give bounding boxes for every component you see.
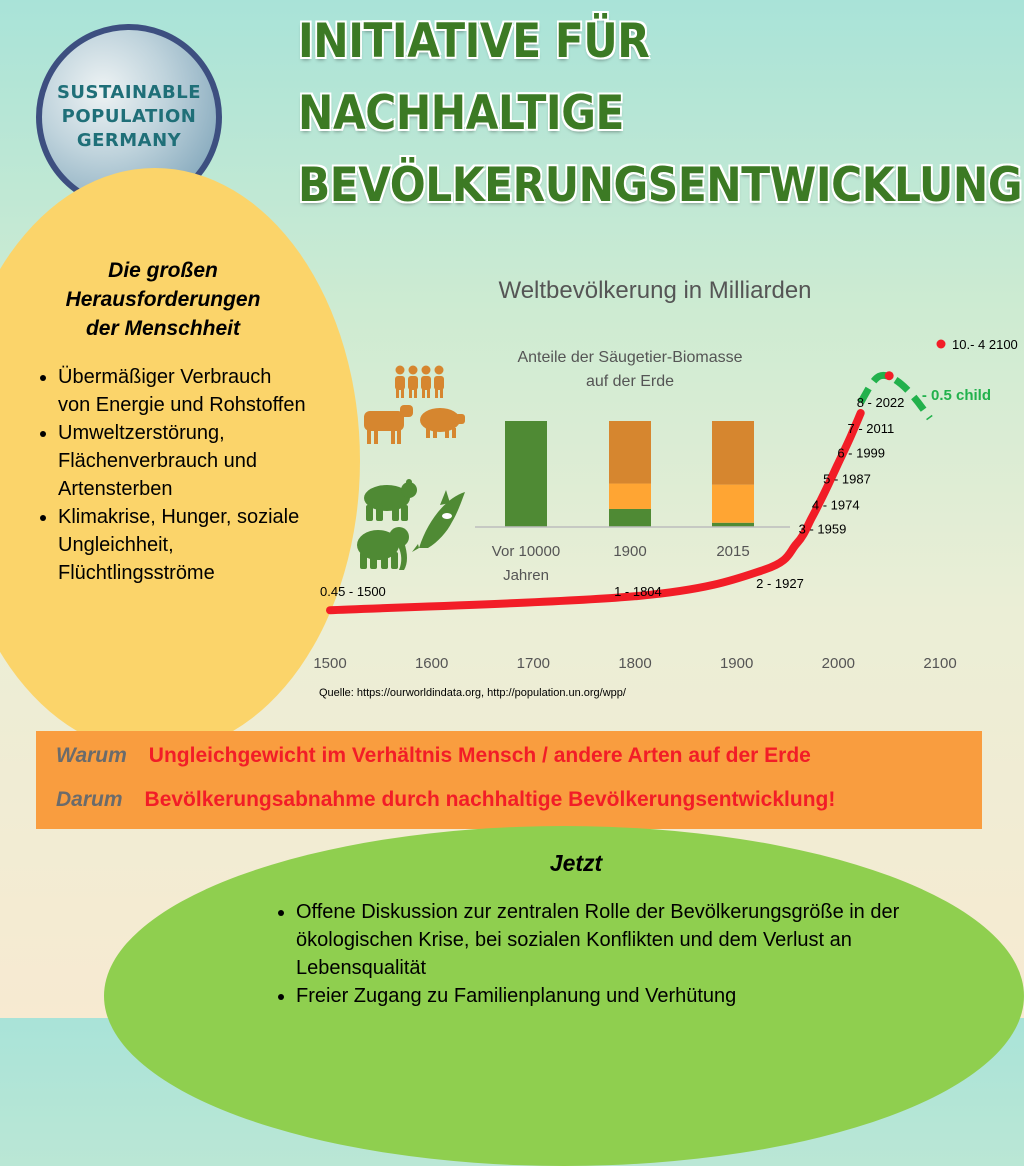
bear-icon [364, 479, 417, 521]
title-line-1: INITIATIVE FÜR [298, 14, 650, 69]
title-line-2: NACHHALTIGE [298, 86, 624, 141]
cow-icon [364, 405, 413, 444]
data-label: 1 - 1804 [614, 583, 662, 599]
bar-category-label: Vor 10000 [491, 543, 561, 560]
title-line-3: BEVÖLKERUNGSENTWICKLUNG [298, 158, 1023, 213]
bar-category-label: 1900 [613, 543, 647, 560]
logo-line-3: GERMANY [76, 130, 182, 151]
population-data-point [328, 608, 332, 612]
challenges-heading-line-1: Die großen [108, 259, 218, 282]
data-label: 7 - 2011 [847, 421, 895, 437]
challenges-heading-line-2: Herausforderungen [65, 288, 261, 311]
orca-icon [412, 490, 465, 552]
legend-point-marker [937, 340, 946, 349]
population-data-point [795, 542, 799, 546]
list-item: • Umweltzerstörung, Flächenverbrauch und Artensterben [58, 419, 308, 503]
darum-row [56, 788, 835, 812]
x-tick-label: 2000 [821, 655, 856, 672]
list-item: • Übermäßiger Verbrauch von Energie und Rohstoffen [58, 363, 308, 419]
elephant-icon [357, 527, 409, 570]
bar-segment-nutztiere [712, 421, 754, 485]
people-icon [395, 366, 444, 399]
warum-darum-band [36, 731, 982, 829]
pig-icon [420, 408, 465, 438]
population-data-point [762, 568, 766, 572]
list-item: • Freier Zugang zu Familienplanung und Verhütung [296, 982, 976, 1010]
logo-line-2: POPULATION [61, 106, 197, 127]
warum-text: Ungleichgewicht im Verhältnis Mensch / andere Arten auf der Erde [148, 744, 811, 767]
population-data-point [810, 516, 814, 520]
population-data-point [835, 463, 839, 467]
projection-peak-marker [885, 371, 894, 380]
line-chart-title: Weltbevölkerung in Milliarden [498, 277, 812, 304]
bar-chart-title-line-1: Anteile der Säugetier-Biomasse [517, 349, 743, 366]
x-tick-label: 1900 [719, 655, 754, 672]
data-label: 6 - 1999 [837, 445, 886, 461]
darum-text: Bevölkerungsabnahme durch nachhaltige Bevölkerungsentwicklung! [144, 788, 836, 811]
bar-segment-wildtiere [505, 421, 547, 527]
list-item: • Offene Diskussion zur zentralen Rolle der Bevölkerungsgröße in der ökologischen Krise, bei sozialen Konflikten und dem Verlust an Lebensqualität [296, 898, 976, 982]
data-label: 4 - 1974 [811, 497, 860, 513]
darum-label: Darum [56, 788, 123, 811]
now-title: Jetzt [549, 850, 603, 876]
bar-segment-nutztiere [609, 421, 651, 484]
x-tick-label: 1800 [618, 655, 652, 672]
warum-label: Warum [56, 744, 127, 767]
population-data-point [848, 437, 852, 441]
bar-chart-bars [505, 421, 754, 527]
data-label: 5 - 1987 [823, 471, 871, 487]
projection-label: - 0.5 child [921, 387, 992, 405]
bar-category-label: 2015 [716, 543, 750, 560]
bar-category-label: Jahren [503, 567, 549, 584]
challenges-heading-line-3: der Menschheit [85, 317, 241, 340]
x-tick-label: 1600 [414, 655, 449, 672]
data-label: 2 - 1927 [756, 575, 804, 591]
x-axis-ticks [313, 655, 956, 672]
population-data-point [823, 489, 827, 493]
list-item: • Klimakrise, Hunger, soziale Ungleichheit, Flüchtlingsströme [58, 503, 308, 587]
legend-point-label: 10.- 4 2100 [952, 337, 1018, 352]
bar-chart-title-line-2: auf der Erde [585, 373, 675, 390]
bar-segment-menschen [712, 485, 754, 523]
data-label: 8 - 2022 [856, 395, 905, 410]
data-label: 3 - 1959 [798, 521, 847, 537]
bar-segment-wildtiere [609, 509, 651, 527]
population-data-point [859, 411, 863, 415]
bar-segment-menschen [609, 484, 651, 509]
x-tick-label: 2100 [923, 655, 957, 672]
x-tick-label: 1700 [516, 655, 551, 672]
logo-line-1: SUSTAINABLE [56, 82, 202, 103]
chart-source: Quelle: https://ourworldindata.org, http://population.un.org/wpp/ [319, 687, 626, 699]
x-tick-label: 1500 [313, 655, 347, 672]
now-list [256, 898, 976, 1010]
warum-row [56, 744, 811, 768]
data-label: 0.45 - 1500 [320, 584, 386, 600]
